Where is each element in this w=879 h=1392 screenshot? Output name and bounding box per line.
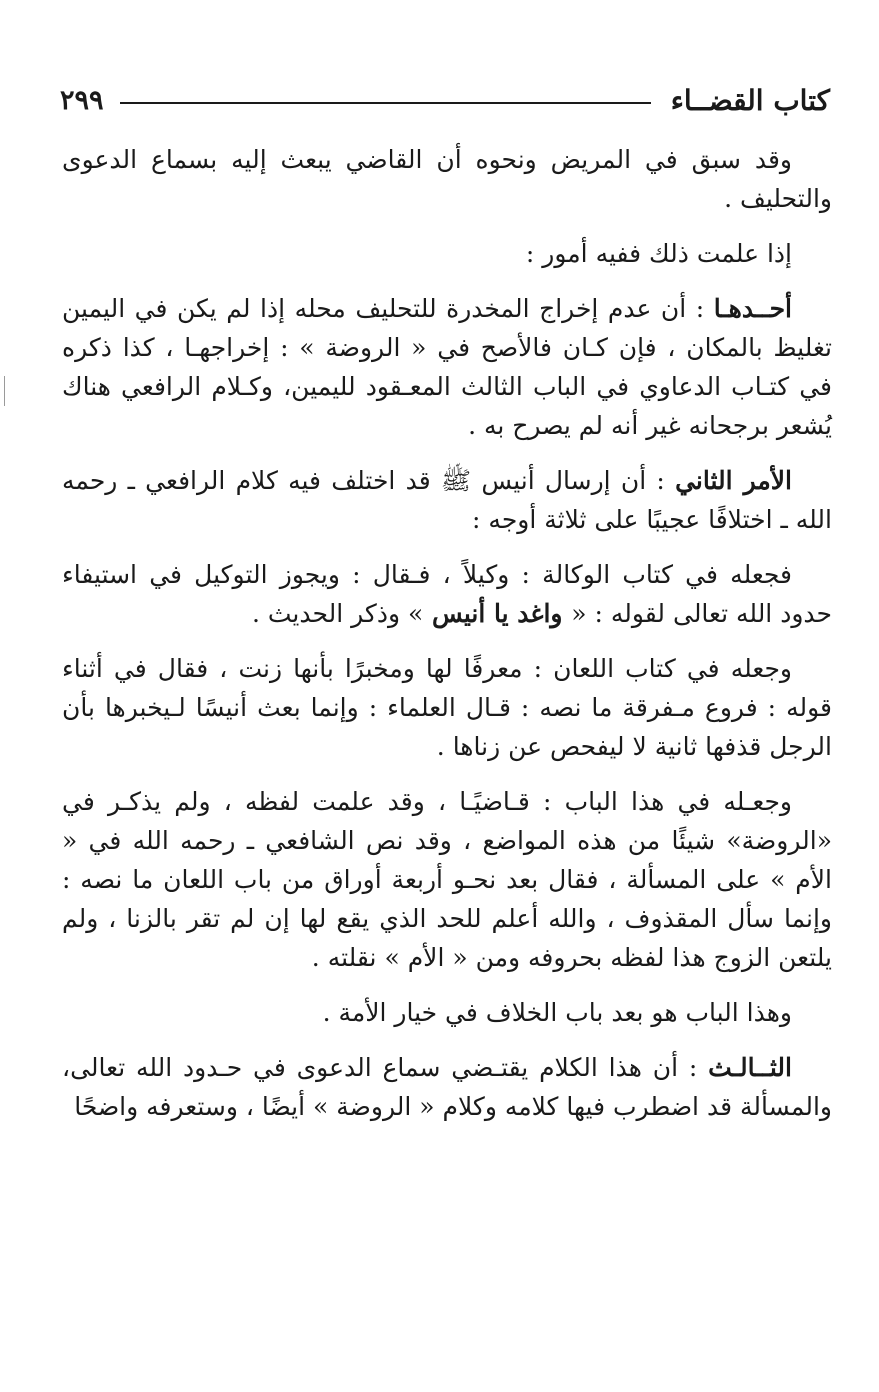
paragraph-5 [62,555,832,633]
paragraph-text: إذا علمت ذلك ففيه أمور : [525,239,792,268]
paragraph-text: : أن هذا الكلام يقتـضي سماع الدعوى في حـدود الله تعالى، والمسألة قد اضطرب فيها كلامه وكلام « الروضة » أيضًا ، وستعرفه واضحًا [62,1053,832,1121]
body-text [62,140,832,1142]
paragraph-lead: الثــالـث [708,1053,792,1082]
paragraph-text: وهذا الباب هو بعد باب الخلاف في خيار الأمة . [322,998,792,1027]
running-header [60,78,830,122]
paragraph-lead: أحــدهـا [713,294,792,323]
paragraph-text: وقد سبق في المريض ونحوه أن القاضي يبعث إليه بسماع الدعوى والتحليف . [62,145,832,213]
paragraph-3 [62,289,832,445]
paragraph-lead: الأمر الثاني [675,466,792,495]
paragraph-6 [62,649,832,766]
paragraph-7 [62,782,832,977]
paragraph-9 [62,1048,832,1126]
paragraph-text: : أن عدم إخراج المخدرة للتحليف محله إذا لم يكن في اليمين تغليظ بالمكان ، فإن كـان فالأصح في « الروضة » : إخراجهـا ، كذا ذكره في كتـاب الدعاوي في الباب الثالث المعـقود لليمين، وكـلام الرافعي هناك يُشعر برجحانه غير أنه لم يصرح به . [62,294,832,440]
hadith-quote: واغد يا أنيس [423,599,572,628]
paragraph-2 [62,234,832,273]
paragraph-text: وجعله في كتاب اللعان : معرفًا لها ومخبرًا بأنها زنت ، فقال في أثناء قوله : فروع مـفرقة ما نصه : قـال العلماء : وإنما بعث أنيسًا لـيخبرها بأن الرجل قذفها ثانية لا ليفحص عن زناها . [62,654,832,761]
paragraph-8 [62,993,832,1032]
scan-margin-mark [4,376,5,406]
paragraph-text: فجعله في كتاب الوكالة : وكيلاً ، فـقال : ويجوز التوكيل في استيفاء حدود الله تعالى لقوله : « [62,560,832,628]
chapter-title: كتاب القضــاء [670,83,830,117]
header-rule [120,102,651,104]
page-number: ٢٩٩ [60,84,104,116]
paragraph-text: : أن إرسال أنيس ﷺ قد اختلف فيه كلام الرافعي ـ رحمه الله ـ اختلافًا عجيبًا على ثلاثة أوجه : [62,466,832,534]
paragraph-text: » وذكر الحديث . [251,599,424,628]
paragraph-4 [62,461,832,539]
paragraph-1 [62,140,832,218]
paragraph-text: وجعـله في هذا الباب : قـاضيًـا ، وقد علمت لفظه ، ولم يذكـر في «الروضة» شيئًا من هذه المواضع ، وقد نص الشافعي ـ رحمه الله في « الأم » على المسألة ، فقال بعد نحـو أربعة أوراق من باب اللعان ما نصه : وإنما سأل المقذوف ، والله أعلم للحد الذي يقع لها إن لم تقر بالزنا ، ولم يلتعن الزوج هذا لفظه بحروفه ومن « الأم » نقلته . [62,787,832,972]
